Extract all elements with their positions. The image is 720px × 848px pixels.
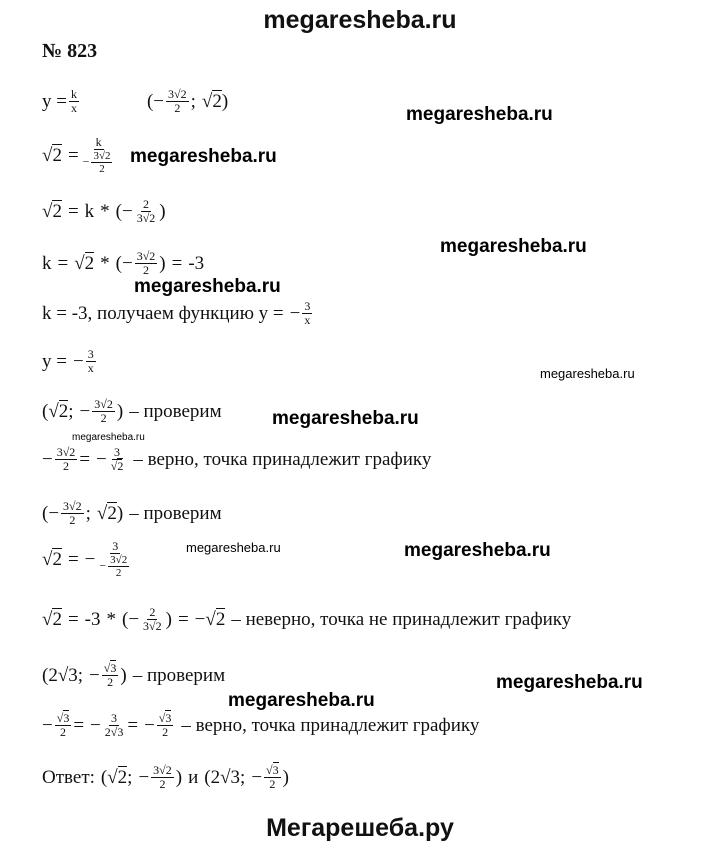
fraction	[141, 606, 164, 633]
text: )	[120, 664, 127, 686]
text: *	[100, 252, 110, 274]
numerator: 3√2	[94, 397, 113, 411]
fraction	[97, 540, 133, 579]
text: *	[106, 608, 116, 630]
text: −	[121, 252, 133, 274]
text: √	[42, 200, 53, 222]
text: (	[42, 502, 49, 524]
line-10	[42, 540, 135, 579]
text: −	[48, 502, 60, 524]
denominator: 3√2	[143, 619, 162, 634]
radicand: 2	[117, 459, 124, 474]
text: √	[42, 548, 53, 570]
text: −	[90, 714, 101, 736]
text: −	[42, 714, 53, 736]
text: √	[110, 459, 118, 474]
line-7	[42, 398, 222, 425]
text: )	[159, 200, 166, 222]
text: −	[42, 448, 53, 470]
text: √	[205, 608, 216, 630]
line-5	[42, 300, 314, 327]
text: −	[289, 302, 301, 324]
text: √	[48, 400, 59, 422]
radicand: 2	[117, 767, 128, 789]
text: ;	[85, 502, 91, 524]
text: и	[188, 766, 199, 788]
text: −	[72, 350, 84, 372]
line-6	[42, 348, 98, 375]
text: y =	[42, 350, 67, 372]
radicand: 2	[215, 609, 226, 631]
numerator: 3√2	[63, 499, 82, 513]
denominator: 2	[60, 725, 67, 740]
text: )	[165, 608, 172, 630]
radicand: 2	[107, 503, 117, 525]
denominator: x	[87, 361, 94, 376]
text: ;	[68, 400, 74, 422]
text: )	[116, 400, 124, 422]
watermark: megaresheba.ru	[72, 432, 145, 443]
watermark: megaresheba.ru	[130, 146, 277, 167]
text: √	[74, 252, 85, 274]
text: =	[171, 252, 183, 274]
numerator: 2	[143, 197, 149, 211]
denominator: x	[304, 313, 311, 328]
line-8	[42, 446, 431, 473]
line-11	[42, 606, 571, 633]
fraction	[61, 500, 84, 527]
problem-number: № 823	[42, 40, 98, 62]
numerator: 2	[149, 605, 156, 619]
fraction	[264, 764, 281, 791]
text: -3	[188, 252, 205, 274]
numerator: 3	[87, 347, 94, 361]
line-4	[42, 250, 204, 277]
text: (	[115, 200, 122, 222]
text: 2√3	[210, 766, 241, 788]
numerator: 3√2	[153, 763, 172, 777]
text: =	[67, 200, 79, 222]
text: −	[79, 400, 91, 422]
text: k = -3, получаем функцию y =	[42, 302, 284, 324]
radicand: 3	[63, 711, 70, 725]
denominator: 2	[107, 675, 114, 690]
denominator: x	[70, 101, 77, 116]
site-footer: Мегарешеба.ру	[266, 814, 454, 842]
denominator: 2	[159, 777, 166, 792]
text: (	[100, 766, 108, 788]
line-9	[42, 500, 222, 527]
numerator: 3√2	[168, 87, 187, 101]
text: – верно, точка принадлежит графику	[181, 714, 480, 736]
text: =	[57, 252, 69, 274]
numerator: 3	[112, 539, 119, 553]
denominator: 3√2	[136, 211, 156, 226]
text: −	[144, 714, 155, 736]
radicand: 2	[212, 91, 222, 113]
denominator	[81, 150, 117, 175]
line-1	[42, 88, 228, 115]
text: −	[194, 608, 206, 630]
line-2	[42, 136, 118, 175]
text: √	[103, 661, 111, 675]
text: −	[138, 766, 150, 788]
text: −	[128, 608, 140, 630]
text: (	[42, 400, 49, 422]
site-header: megaresheba.ru	[263, 6, 457, 34]
denominator: 2	[63, 459, 70, 474]
radicand: 2	[52, 609, 62, 631]
text: √	[42, 144, 53, 166]
denominator: 2	[69, 513, 76, 528]
fraction	[69, 88, 79, 115]
denominator: 2	[174, 101, 181, 116]
radicand: 3	[272, 763, 279, 777]
denominator: 2√3	[104, 725, 124, 740]
fraction	[166, 88, 189, 115]
fraction	[55, 446, 78, 473]
text: – неверно, точка не принадлежит графику	[231, 608, 572, 630]
fraction	[86, 348, 96, 375]
text: √	[42, 608, 53, 630]
text: −	[96, 448, 107, 470]
text: √	[96, 502, 108, 524]
text: √	[266, 763, 273, 777]
fraction	[135, 250, 158, 277]
text: k	[42, 252, 52, 274]
denominator	[109, 460, 126, 473]
numerator	[264, 764, 281, 778]
text: (	[42, 664, 49, 686]
text: – проверим	[132, 664, 226, 686]
numerator: 3√2	[56, 445, 76, 459]
fraction	[55, 712, 72, 739]
numerator	[55, 712, 72, 726]
text: =	[127, 714, 139, 736]
fraction	[135, 198, 158, 225]
numerator: 3√2	[110, 554, 128, 567]
text: −	[89, 664, 100, 686]
text: =	[67, 144, 79, 166]
text: −	[82, 154, 90, 169]
text: )	[159, 252, 166, 274]
fraction	[103, 712, 126, 739]
text: ;	[190, 90, 196, 112]
text: =	[67, 548, 79, 570]
numerator: 3√2	[136, 249, 156, 263]
answer-line	[42, 764, 289, 791]
fraction	[91, 150, 112, 175]
text: √	[107, 766, 118, 788]
text: (	[204, 766, 211, 788]
watermark: megaresheba.ru	[540, 366, 635, 381]
fraction	[151, 764, 174, 791]
text: ;	[240, 766, 246, 788]
text: (	[115, 252, 122, 274]
text: )	[175, 766, 183, 788]
numerator	[157, 712, 174, 726]
fraction	[108, 554, 129, 579]
text: =	[73, 714, 85, 736]
line-12	[42, 662, 225, 689]
radicand: 3	[110, 661, 117, 675]
text: √	[56, 711, 64, 725]
text: −	[84, 548, 96, 570]
numerator: 3√2	[93, 150, 111, 163]
watermark: megaresheba.ru	[496, 672, 643, 693]
text: −	[99, 558, 107, 573]
text: k	[84, 200, 95, 222]
answer-label: Ответ:	[42, 766, 95, 788]
text: *	[100, 200, 110, 222]
text: −	[153, 90, 165, 112]
radicand: 2	[52, 201, 62, 223]
text: √	[158, 711, 166, 725]
text: )	[116, 502, 124, 524]
text: -3	[84, 608, 101, 630]
radicand: 2	[52, 145, 62, 167]
text: −	[251, 766, 263, 788]
watermark: megaresheba.ru	[440, 236, 587, 257]
fraction	[157, 712, 174, 739]
watermark: megaresheba.ru	[186, 540, 281, 555]
numerator: 3	[111, 711, 118, 725]
numerator: 3	[304, 299, 311, 313]
text: √	[201, 90, 213, 112]
numerator: k	[70, 87, 77, 101]
fraction	[302, 300, 312, 327]
watermark: megaresheba.ru	[134, 276, 281, 297]
text: – проверим	[129, 502, 222, 524]
fraction	[109, 446, 126, 473]
text: 2√3	[48, 664, 78, 686]
denominator: 2	[162, 725, 169, 740]
radicand: 2	[58, 401, 69, 423]
denominator: 2	[100, 411, 107, 426]
fraction	[81, 136, 117, 175]
text: ;	[127, 766, 133, 788]
denominator: 2	[143, 263, 149, 278]
radicand: 2	[52, 549, 62, 571]
watermark: megaresheba.ru	[406, 104, 553, 125]
denominator: 2	[269, 777, 276, 792]
text: (	[146, 90, 154, 112]
text: )	[282, 766, 289, 788]
line-13	[42, 712, 479, 739]
denominator	[97, 554, 133, 579]
line-3	[42, 198, 166, 225]
text: – проверим	[129, 400, 222, 422]
watermark: megaresheba.ru	[272, 408, 419, 429]
radicand: 3	[165, 711, 172, 725]
denominator: 2	[115, 567, 122, 580]
text: ;	[77, 664, 84, 686]
fraction	[102, 662, 119, 689]
text: =	[79, 448, 91, 470]
text: (	[121, 608, 129, 630]
text: −	[121, 200, 133, 222]
text: )	[221, 90, 229, 112]
numerator: k	[95, 135, 102, 149]
numerator: 3	[114, 445, 121, 459]
radicand: 2	[84, 253, 95, 275]
text: y =	[42, 90, 67, 112]
text: – верно, точка принадлежит графику	[133, 448, 432, 470]
fraction	[92, 398, 115, 425]
denominator: 2	[99, 163, 105, 176]
numerator	[102, 662, 119, 676]
watermark: megaresheba.ru	[404, 540, 551, 561]
watermark: megaresheba.ru	[228, 690, 375, 711]
text: =	[177, 608, 189, 630]
text: =	[67, 608, 79, 630]
